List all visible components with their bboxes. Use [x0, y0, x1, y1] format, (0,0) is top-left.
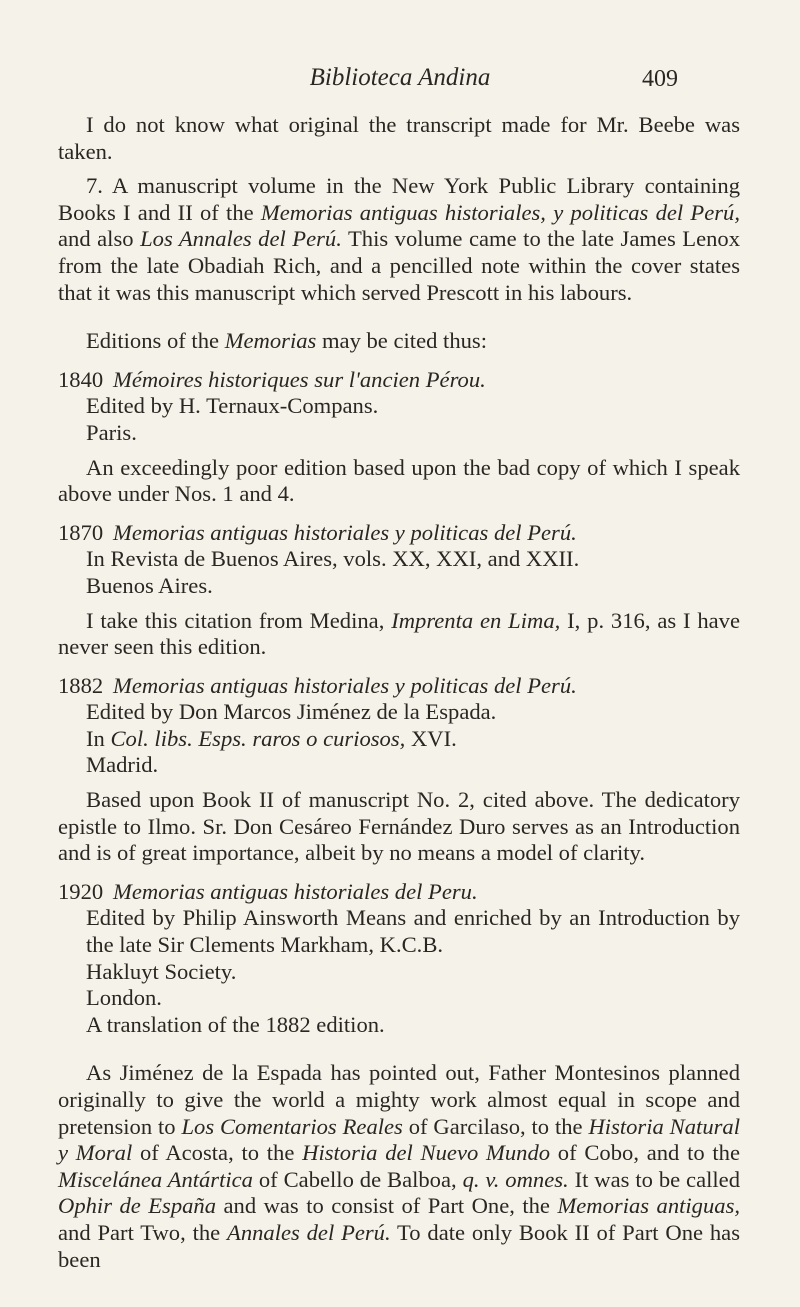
- edition-editor: Edited by H. Ternaux-Compans.: [86, 393, 379, 419]
- paragraph-manuscript-7: 7. A manuscript volume in the New York Public Library containing Books I and II of the Memorias antiguas historiales, y politicas del Perú, and also Los Annales del Perú. This volume came to the late James Lenox from the late Obadiah Rich, and a pencilled note within the cover states that it was this manuscript which served Prescott in his labours.: [58, 173, 740, 305]
- edition-entry-1882: [58, 673, 740, 867]
- edition-note: I take this citation from Medina, Imprenta en Lima, I, p. 316, as I have never seen this edition.: [58, 607, 740, 660]
- edition-year: 1870: [58, 519, 104, 545]
- edition-editor: Edited by Don Marcos Jiménez de la Espada.: [86, 699, 497, 725]
- edition-year: 1882: [58, 672, 104, 698]
- paragraph-transcript-note: I do not know what original the transcript made for Mr. Beebe was taken.: [58, 112, 740, 164]
- edition-entry-1870: [58, 520, 740, 661]
- edition-title: Mémoires historiques sur l'ancien Pérou.: [113, 366, 486, 392]
- edition-editor: Edited by Philip Ainsworth Means and enriched by an Introduction by the late Sir Clements Markham, K.C.B.: [86, 905, 740, 958]
- edition-year: 1840: [58, 366, 104, 392]
- paragraph-montesinos-plan: As Jiménez de la Espada has pointed out, Father Montesinos planned originally to give the world a mighty work almost equal in scope and pretension to Los Comentarios Reales of Garcilaso, to the Historia Natural y Moral of Acosta, to the Historia del Nuevo Mundo of Cobo, and to the Miscelánea Antártica of Cabello de Balboa, q. v. omnes. It was to be called Ophir de España and was to consist of Part One, the Memorias antiguas, and Part Two, the Annales del Perú. To date only Book II of Part One has been: [58, 1060, 741, 1272]
- edition-publication: In Revista de Buenos Aires, vols. XX, XXI, and XXII.: [86, 546, 580, 572]
- edition-note: An exceedingly poor edition based upon the bad copy of which I speak above under Nos. 1 and 4.: [58, 454, 740, 507]
- edition-title: Memorias antiguas historiales del Peru.: [113, 878, 478, 904]
- edition-entry-1920: [58, 879, 740, 1039]
- paragraph-editions-intro: Editions of the Memorias may be cited thus:: [86, 328, 487, 354]
- edition-publisher: Hakluyt Society.: [86, 958, 237, 984]
- edition-place: Madrid.: [86, 752, 159, 778]
- edition-series: In Col. libs. Esps. raros o curiosos, XVI.: [86, 725, 457, 751]
- edition-place: Buenos Aires.: [86, 572, 213, 598]
- edition-place: Paris.: [86, 419, 137, 445]
- page-header: [0, 62, 800, 98]
- edition-note: A translation of the 1882 edition.: [86, 1011, 385, 1037]
- edition-place: London.: [86, 985, 162, 1011]
- edition-title: Memorias antiguas historiales y politicas del Perú.: [113, 519, 577, 545]
- edition-entry-1840: [58, 367, 740, 508]
- running-title: Biblioteca Andina: [309, 64, 491, 91]
- edition-year: 1920: [58, 878, 104, 904]
- edition-note: Based upon Book II of manuscript No. 2, cited above. The dedicatory epistle to Ilmo. Sr. Don Cesáreo Fernández Duro serves as an Introduction and is of great importance, albeit by no means a model of clarity.: [58, 787, 740, 866]
- page-body: [58, 112, 740, 1273]
- edition-title: Memorias antiguas historiales y politicas del Perú.: [113, 672, 577, 698]
- page-number: 409: [642, 66, 678, 92]
